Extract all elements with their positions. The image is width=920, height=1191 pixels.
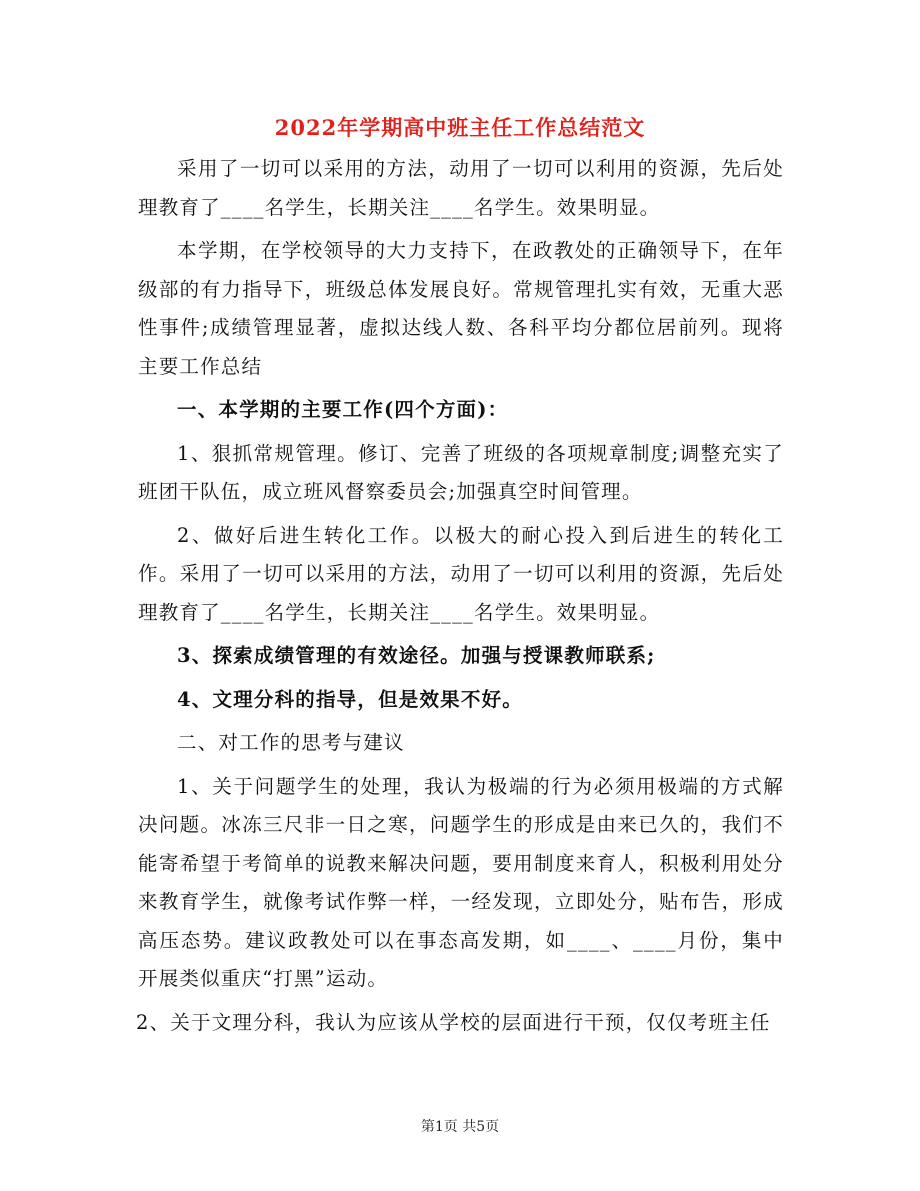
section-heading: 一、本学期的主要工作(四个方面)：: [177, 398, 509, 421]
paragraph: 2、做好后进生转化工作。以极大的耐心投入到后进生的转化工作。采用了一切可以采用的方法，动用了一切可以利用的资源，先后处理教育了____名学生，长期关注____名学生。效果明显。: [138, 523, 784, 624]
document-title: 2022年学期高中班主任工作总结范文: [274, 115, 646, 140]
section-heading: 二、对工作的思考与建议: [177, 731, 405, 754]
paragraph: 4、文理分科的指导，但是效果不好。: [177, 687, 523, 711]
document-body: [138, 150, 784, 1047]
paragraph: 2、关于文理分科，我认为应该从学校的层面进行干预，仅仅考班主任: [136, 1010, 771, 1034]
paragraph: 本学期，在学校领导的大力支持下，在政教处的正确领导下，在年级部的有力指导下，班级总体发展良好。常规管理扎实有效，无重大恶性事件;成绩管理显著，虚拟达线人数、各科平均分都位居前列。现将主要工作总结: [138, 239, 784, 378]
paragraph: 1、关于问题学生的处理，我认为极端的行为必须用极端的方式解决问题。冰冻三尺非一日之寒，问题学生的形成是由来已久的，我们不能寄希望于考简单的说教来解决问题，要用制度来育人，积极利用处分来教育学生，就像考试作弊一样，一经发现，立即处分，贴布告，形成高压态势。建议政教处可以在事态高发期，如____、____月份，集中开展类似重庆“打黑”运动。: [138, 774, 784, 990]
paragraph: 采用了一切可以采用的方法，动用了一切可以利用的资源，先后处理教育了____名学生，长期关注____名学生。效果明显。: [138, 157, 784, 219]
page-footer: 第1页 共5页: [420, 1119, 500, 1135]
paragraph: 1、狠抓常规管理。修订、完善了班级的各项规章制度;调整充实了班团干队伍，成立班风督察委员会;加强真空时间管理。: [138, 441, 784, 503]
paragraph: 3、探索成绩管理的有效途径。加强与授课教师联系;: [177, 644, 656, 667]
